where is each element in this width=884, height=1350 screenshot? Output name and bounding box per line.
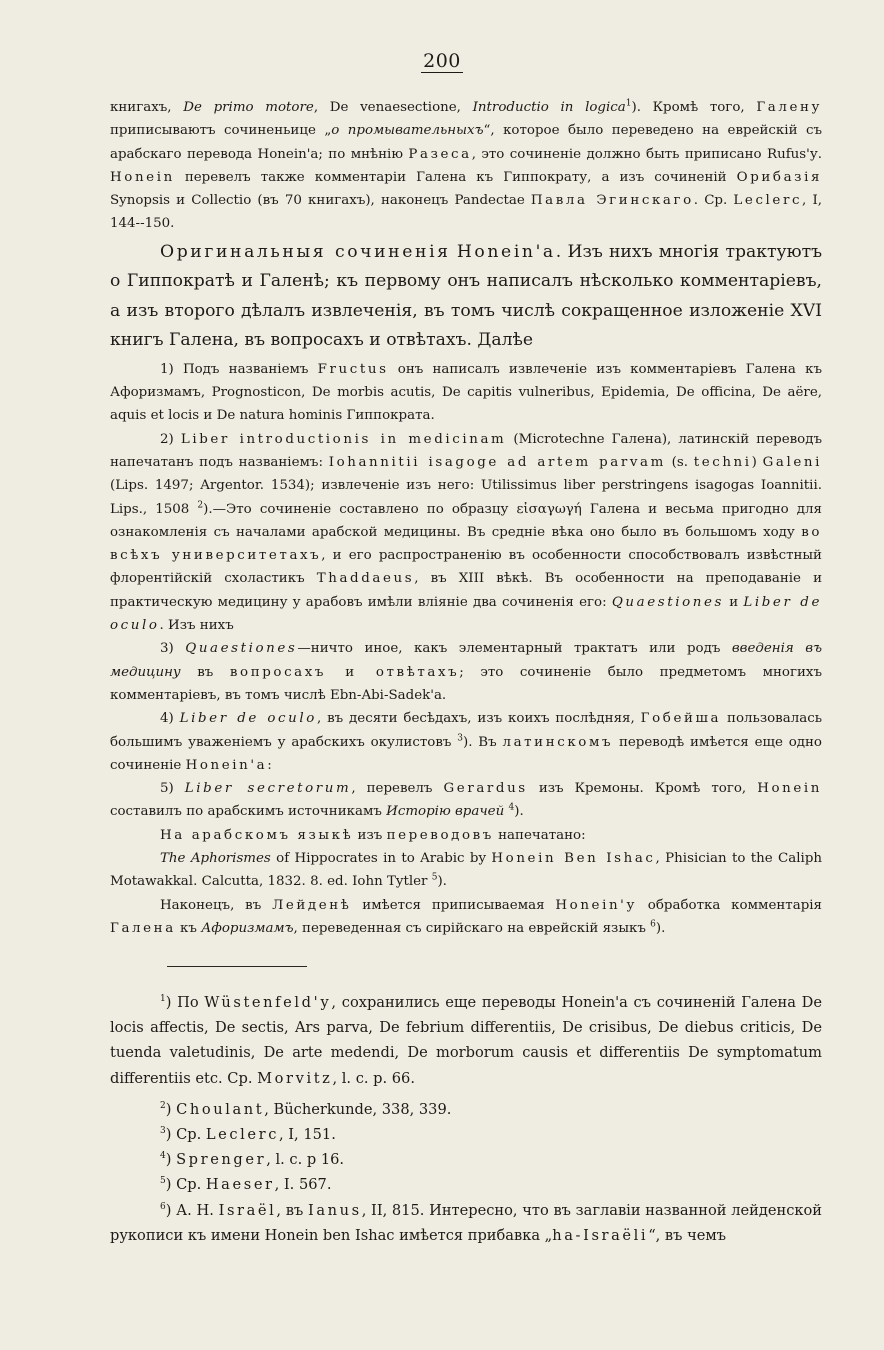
footnote-ref: 1 [160, 994, 166, 1005]
text-run: пользовалась большимъ уваженіемъ у арабскихъ окулистовъ [110, 711, 822, 750]
paragraph-p10 [110, 894, 822, 941]
text-run: , De venaesectione, [313, 100, 473, 115]
emphasized-text: о промывательныхъ [331, 123, 484, 139]
spaced-text: Honein'а [456, 241, 556, 262]
text-run: , II, 815. Интересно, что въ заглавіи названной лейденской рукописи къ имени Honein ben Ishac имѣется прибавка „ [110, 1201, 822, 1244]
spaced-text: Iohannitii isagoge ad artem parvam [328, 454, 666, 470]
text-run: of Hippocrates in to Arabic by [270, 851, 492, 867]
paragraph-p6 [110, 707, 822, 777]
spaced-text: Morvitz [257, 1069, 333, 1087]
paragraph-p7 [110, 777, 822, 824]
text-run: , I. 567. [274, 1176, 332, 1194]
text-run: напечатано: [493, 827, 586, 843]
text-run: , l. c. p 16. [266, 1151, 345, 1169]
text-run: , въ десяти бесѣдахъ, изъ коихъ послѣдняя, [316, 711, 641, 727]
text-run: , и его распространенію въ особенности способствовалъ извѣстный флорентійскій схоластикъ [110, 548, 822, 587]
spaced-text: Honein'у [555, 897, 637, 913]
text-run: , I, 151. [279, 1126, 336, 1144]
text-run: 2) [160, 431, 181, 447]
spaced-text: Лейденѣ [272, 897, 352, 913]
spaced-text: Honein [110, 169, 175, 185]
text-run: , перевелъ [351, 781, 444, 797]
footnote-fn1 [110, 990, 822, 1091]
spaced-text: латинскомъ [502, 734, 614, 750]
paragraph-p5 [110, 637, 822, 707]
text-run: . Ср. [693, 193, 734, 209]
footnotes [110, 990, 822, 1248]
text-run: “, которое было переведено на еврейскій съ арабскаго перевода Honein'а; по мнѣнію [110, 123, 822, 162]
text-run: перевелъ также комментаріи Галена къ Гиппократу, а изъ сочиненій [174, 169, 737, 185]
text-run: книгахъ, [110, 100, 184, 115]
emphasized-text: De primo motore [183, 100, 314, 115]
text-run: , l. c. p. 66. [332, 1069, 415, 1087]
footnote-fn4 [110, 1147, 822, 1172]
text-run: , I, 144--150. [110, 193, 823, 232]
text-run: (s. [665, 454, 694, 470]
text-run: , Bücherkunde, 338, 339. [264, 1100, 452, 1118]
spaced-text: Разеса [408, 146, 472, 162]
spaced-text: Gerardus [443, 781, 528, 797]
emphasized-text: Introductio in logica [472, 100, 626, 115]
spaced-text: На арабскомъ языкѣ [160, 827, 354, 843]
text-run: обработка комментарія [636, 897, 822, 913]
text-run: ). [514, 804, 524, 820]
text-run: ) Ср. [165, 1176, 206, 1194]
text-run: Наконецъ, въ [160, 897, 273, 913]
page-number-text: 200 [423, 50, 461, 72]
text-run: ). [437, 874, 447, 890]
text-run: 5) [160, 781, 185, 797]
text-run: изъ Кремоны. Кромѣ того, [527, 781, 758, 797]
text-run: “, въ чемъ [648, 1226, 726, 1244]
text-run: , это сочиненіе должно быть приписано Rufus'у. [471, 146, 822, 162]
text-run: переводѣ имѣется еще одно сочиненіе [110, 734, 822, 773]
text-run: , сохранились еще переводы Honein'а съ сочиненій Галена De locis affectis, De sectis, Ars parva, De febrium differentiis, De crisibus, De diebus criticis, De tuenda valetudinis, De arte medendi, De morborum causis et differentiis De symptomatum differentiis etc. Ср. [110, 994, 823, 1087]
footnote-ref: 3 [457, 733, 463, 744]
text-run: , переведенная съ сирійскаго на еврейскій языкъ [293, 920, 651, 936]
paragraph-p2 [110, 238, 822, 356]
page-number [0, 50, 884, 72]
text-run: , въ [276, 1201, 308, 1219]
text-run: и [723, 594, 744, 610]
spaced-text: Galeni [762, 454, 823, 470]
spaced-text: Honein Ben Ishac [491, 851, 656, 867]
emphasized-text: введенія въ медицину [110, 641, 822, 680]
text-run: (Lips. 1497; Argentor. 1534); извлеченіе изъ него: Utilissimus liber perstringens isagogas Ioannitii. Lips., 1508 [110, 478, 822, 517]
text-run: имѣется приписываемая [351, 897, 556, 913]
footnote-ref: 6 [160, 1201, 166, 1212]
body-text [110, 96, 822, 940]
spaced-text: Fructus [317, 361, 389, 377]
text-run: ) [751, 454, 763, 470]
text-run: онъ написалъ извлеченіе изъ комментаріевъ Галена къ Афоризмамъ, Prognosticon, De morbis acutis, De capitis vulneribus, Epidemia, De officina, De aëre, aquis et locis и De natura hominis Гиппократа. [110, 361, 822, 424]
text-run: изъ [353, 827, 387, 843]
text-run: ) Ср. [165, 1126, 206, 1144]
text-run: Synopsis и Collectio (въ 70 книгахъ), наконецъ Pandectae [110, 193, 531, 209]
footnote-ref: 5 [160, 1176, 166, 1187]
emphasized-text: The Aphorismes [160, 851, 271, 867]
spaced-text: Орибазія [736, 169, 822, 185]
footnote-fn5 [110, 1172, 822, 1197]
text-run: —ничто иное, какъ элементарный трактатъ или родъ [297, 641, 732, 657]
text-run: въ [180, 664, 230, 680]
text-run: . Изъ нихъ [159, 618, 234, 634]
text-run: . Изъ нихъ многія трактуютъ о Гиппократѣ и Галенѣ; къ первому онъ написалъ нѣсколько комментаріевъ, а изъ второго дѣлалъ извлеченія, въ томъ числѣ сокращенное изложеніе XVI книгъ Галена, въ вопросахъ и отвѣтахъ. Далѣе [110, 241, 823, 351]
paragraph-p1 [110, 96, 822, 236]
spaced-text: Галена [110, 920, 176, 936]
spaced-text: ha-Israëli [552, 1226, 649, 1244]
text-run: 1) Подъ названіемъ [160, 361, 318, 377]
text-run: приписываютъ сочиненьице „ [110, 123, 332, 139]
emphasized-text: Liber de oculo [110, 594, 822, 634]
spaced-text: Israël [218, 1201, 277, 1219]
emphasized-text: Quaestiones [185, 641, 298, 657]
text-run: къ [175, 920, 202, 936]
paragraph-p3 [110, 358, 822, 428]
spaced-text: Ianus [307, 1201, 362, 1219]
emphasized-text: Афоризмамъ [201, 920, 294, 936]
text-run: : [267, 757, 272, 773]
spaced-text: Choulant [176, 1100, 265, 1118]
spaced-text: Liber introductionis in medicinam [180, 431, 507, 447]
text-run: ; это сочиненіе было предметомъ многихъ комментаріевъ, въ томъ числѣ Ebn-Abi-Sadek'а. [110, 664, 822, 703]
spaced-text: Honein [757, 781, 823, 797]
emphasized-text: Liber de oculo [179, 711, 317, 727]
footnote-ref: 3 [160, 1126, 166, 1137]
spaced-text: Honein'а [185, 757, 268, 773]
spaced-text: переводовъ [386, 827, 494, 843]
text-run: 4) [160, 711, 180, 727]
spaced-text: Wüstenfeld'у [204, 994, 332, 1011]
text-run: (Microtechne Галена), латинскій переводъ напечатанъ подъ названіемъ: [110, 431, 822, 470]
text-run: ). Въ [462, 734, 503, 750]
footnote-ref: 5 [431, 872, 438, 883]
spaced-text: Sprenger [176, 1151, 267, 1169]
footnote-ref: 2 [160, 1100, 166, 1111]
paragraph-p4 [110, 428, 822, 638]
spaced-text: Leclerc [733, 193, 803, 209]
text-run: ). [655, 920, 666, 936]
emphasized-text: Исторію врачей [386, 804, 505, 820]
footnote-fn6 [110, 1198, 822, 1248]
footnote-ref: 4 [160, 1151, 166, 1162]
paragraph-p9 [110, 847, 822, 894]
emphasized-text: Liber secretorum [184, 781, 352, 797]
text-run: 3) [160, 641, 186, 657]
spaced-text: Галену [756, 100, 823, 115]
paragraph-p8 [110, 824, 822, 847]
text-run: ) А. Н. [165, 1201, 219, 1219]
spaced-text: techni [693, 454, 752, 470]
text-run: ).—Это сочиненіе составлено по образцу εἰσαγωγή Галена и весьма пригодно для ознакомленія съ началами арабской медицины. Въ средніе вѣка оно было въ большомъ ходу [110, 501, 822, 540]
spaced-text: во всѣхъ университетахъ [110, 524, 822, 564]
emphasized-text: Quaestiones [611, 594, 724, 610]
spaced-text: Leclerc [205, 1126, 280, 1144]
spaced-text: Thaddaeus [316, 571, 415, 587]
text-run: ) [165, 1100, 177, 1118]
footnote-divider [167, 966, 307, 967]
text-run: , въ XIII вѣкѣ. Въ особенности на преподаваніе и практическую медицину у арабовъ имѣли вліяніе два сочиненія его: [110, 571, 823, 610]
spaced-text: Павла Эгинскаго [530, 193, 694, 209]
text-run: составилъ по арабскимъ источникамъ [110, 804, 387, 820]
footnote-ref: 2 [197, 500, 204, 511]
spaced-text: Оригинальныя сочиненія [160, 241, 451, 262]
footnote-fn3 [110, 1122, 822, 1147]
text-run: ) По [165, 994, 205, 1011]
text-run: ) [165, 1151, 177, 1169]
spaced-text: Haeser [205, 1176, 275, 1194]
spaced-text: Гобейша [640, 711, 722, 727]
footnote-ref: 4 [508, 802, 515, 813]
footnote-ref: 1 [625, 98, 632, 109]
text-run: , Phisician to the Caliph Motawakkal. Calcutta, 1832. 8. ed. Iohn Tytler [110, 851, 823, 890]
text-run: ). Кромѣ того, [631, 100, 757, 115]
spaced-text: вопросахъ и отвѣтахъ [229, 664, 460, 680]
footnote-fn2 [110, 1097, 822, 1122]
footnote-ref: 6 [650, 919, 656, 930]
